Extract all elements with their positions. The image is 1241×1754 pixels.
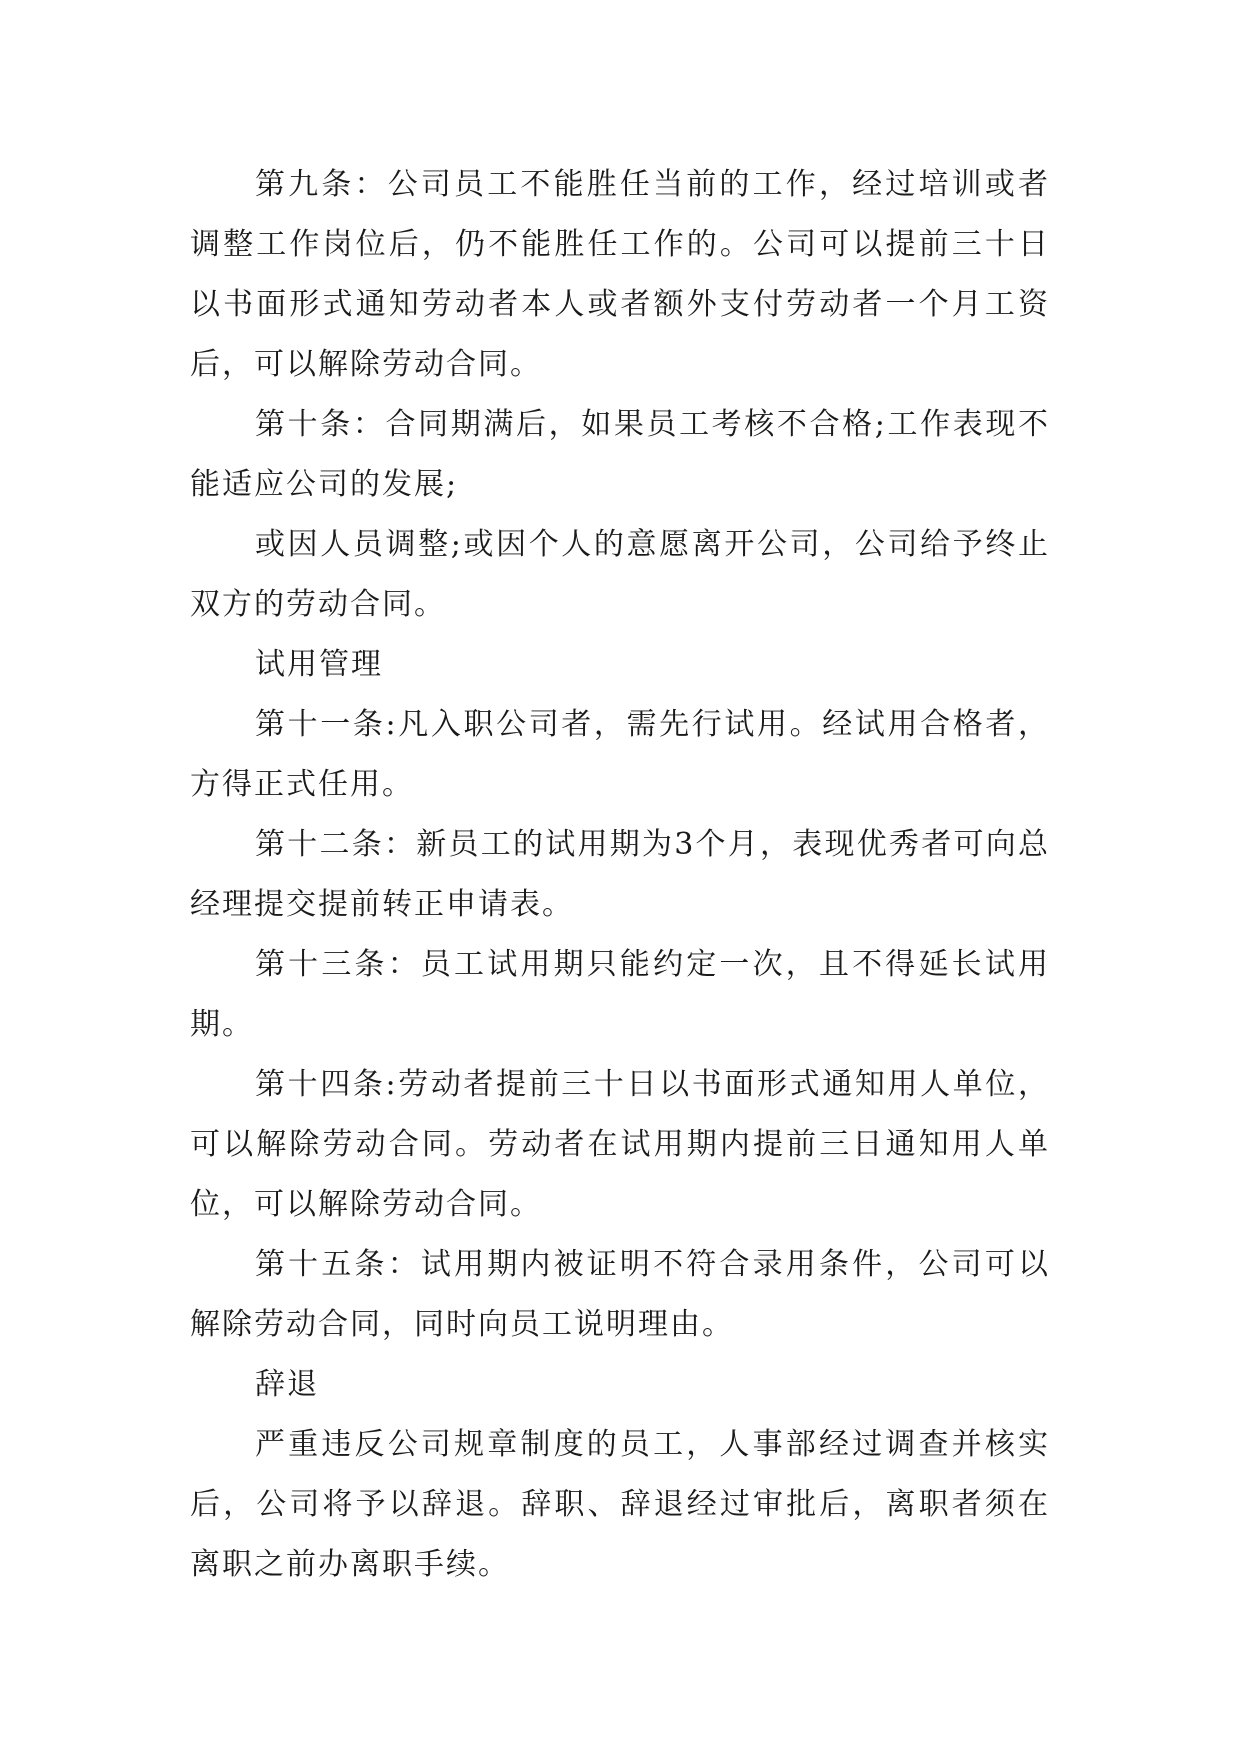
article-12-paragraph: 第十二条：新员工的试用期为3个月，表现优秀者可向总经理提交提前转正申请表。 <box>190 827 1050 922</box>
article-11-paragraph: 第十一条:凡入职公司者，需先行试用。经试用合格者，方得正式任用。 <box>190 707 1050 802</box>
section-heading-dismissal: 辞退 <box>255 1367 319 1402</box>
dismissal-paragraph: 严重违反公司规章制度的员工，人事部经过调查并核实后，公司将予以辞退。辞职、辞退经过审批后，离职者须在离职之前办离职手续。 <box>190 1427 1050 1582</box>
article-10-paragraph: 第十条：合同期满后，如果员工考核不合格;工作表现不能适应公司的发展; <box>190 407 1050 502</box>
article-9-paragraph: 第九条：公司员工不能胜任当前的工作，经过培训或者调整工作岗位后，仍不能胜任工作的。公司可以提前三十日以书面形式通知劳动者本人或者额外支付劳动者一个月工资后，可以解除劳动合同。 <box>190 167 1050 382</box>
section-heading-probation: 试用管理 <box>255 647 383 682</box>
document-body <box>190 155 1050 1595</box>
article-10-continuation-paragraph: 或因人员调整;或因个人的意愿离开公司，公司给予终止双方的劳动合同。 <box>190 527 1050 622</box>
article-15-paragraph: 第十五条：试用期内被证明不符合录用条件，公司可以解除劳动合同，同时向员工说明理由。 <box>190 1247 1050 1342</box>
article-13-paragraph: 第十三条：员工试用期只能约定一次，且不得延长试用期。 <box>190 947 1050 1042</box>
article-14-paragraph: 第十四条:劳动者提前三十日以书面形式通知用人单位，可以解除劳动合同。劳动者在试用期内提前三日通知用人单位，可以解除劳动合同。 <box>190 1067 1050 1222</box>
